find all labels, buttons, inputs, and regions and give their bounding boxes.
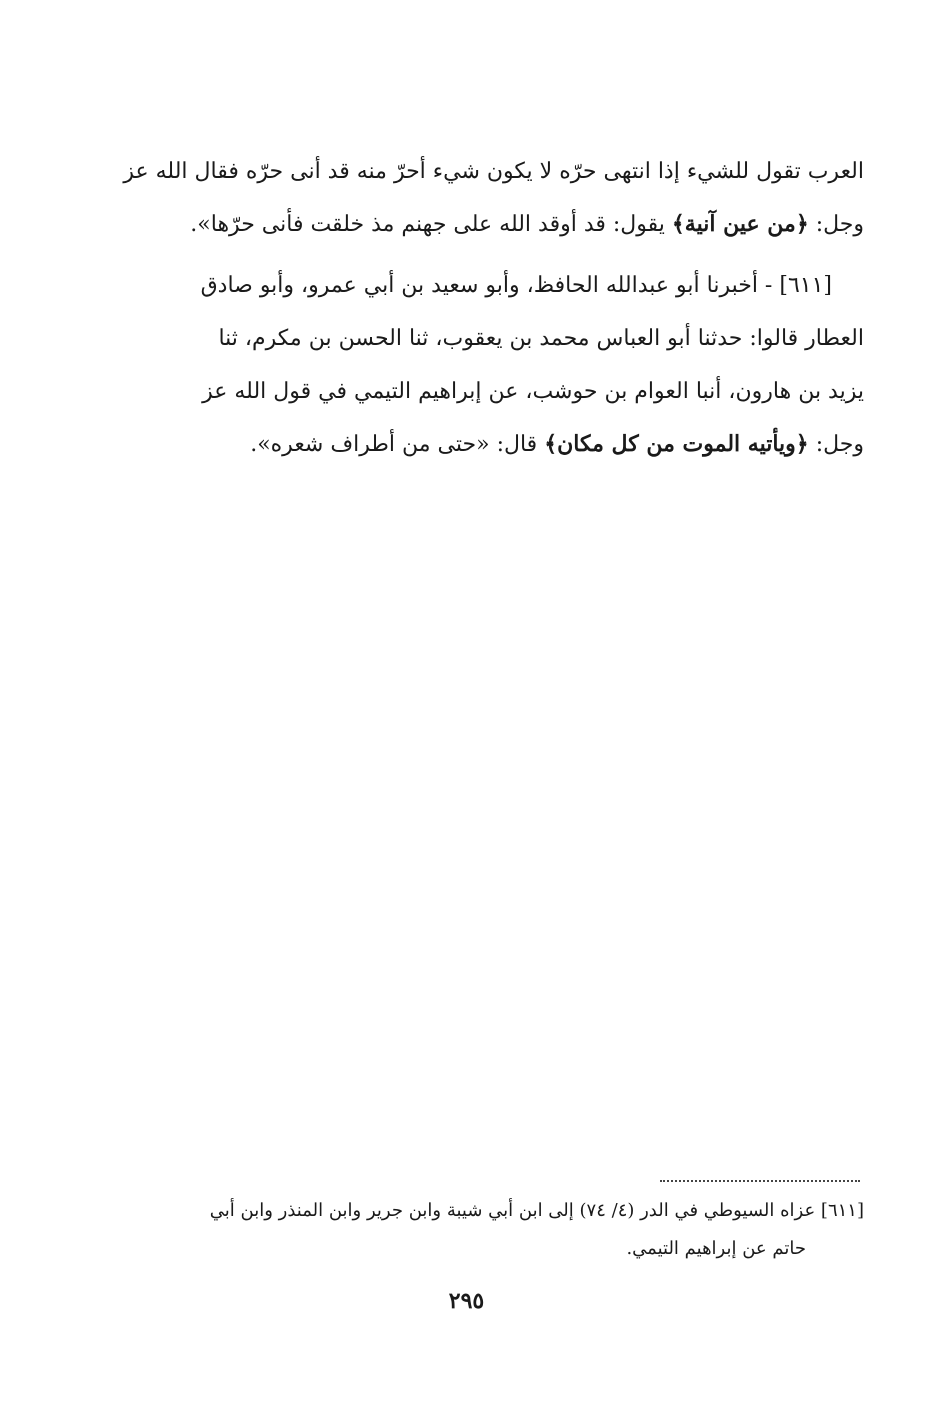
text-span: يقول: قد أوقد الله على جهنم مذ خلقت فأنى حرّها».	[190, 212, 672, 237]
text-line	[108, 259, 864, 312]
footnote-separator	[660, 1180, 860, 1182]
text-line	[108, 198, 864, 251]
text-line	[108, 365, 864, 418]
text-span: قال: «حتى من أطراف شعره».	[250, 432, 545, 457]
text-span: حاتم عن إبراهيم التيمي.	[626, 1238, 806, 1259]
paragraph-gap	[108, 251, 864, 259]
text-span: وجل:	[808, 212, 864, 237]
text-line	[108, 312, 864, 365]
paragraph-continuation	[108, 145, 864, 251]
text-line	[108, 418, 864, 471]
text-line	[108, 145, 864, 198]
quran-verse: ﴿من عين آنية﴾	[671, 211, 809, 237]
text-span: يزيد بن هارون، أنبا العوام بن حوشب، عن إبراهيم التيمي في قول الله عز	[202, 379, 864, 404]
text-span: وجل:	[808, 432, 864, 457]
text-span: [٦١١] - أخبرنا أبو عبدالله الحافظ، وأبو سعيد بن أبي عمرو، وأبو صادق	[200, 273, 832, 298]
quran-verse: ﴿ويأتيه الموت من كل مكان﴾	[544, 431, 809, 457]
text-span: العرب تقول للشيء إذا انتهى حرّه لا يكون شيء أحرّ منه قد أنى حرّه فقال الله عز	[123, 159, 864, 184]
main-text-block	[108, 145, 864, 471]
hadith-611	[108, 259, 864, 471]
footnote-line	[108, 1230, 864, 1268]
page-number: ٢٩٥	[448, 1288, 485, 1314]
text-span: العطار قالوا: حدثنا أبو العباس محمد بن يعقوب، ثنا الحسن بن مكرم، ثنا	[218, 326, 864, 351]
text-span: [٦١١] عزاه السيوطي في الدر (٤/ ٧٤) إلى ابن أبي شيبة وابن جرير وابن المنذر وابن أبي	[209, 1200, 864, 1221]
footnotes-block	[108, 1192, 864, 1268]
footnote-line	[108, 1192, 864, 1230]
